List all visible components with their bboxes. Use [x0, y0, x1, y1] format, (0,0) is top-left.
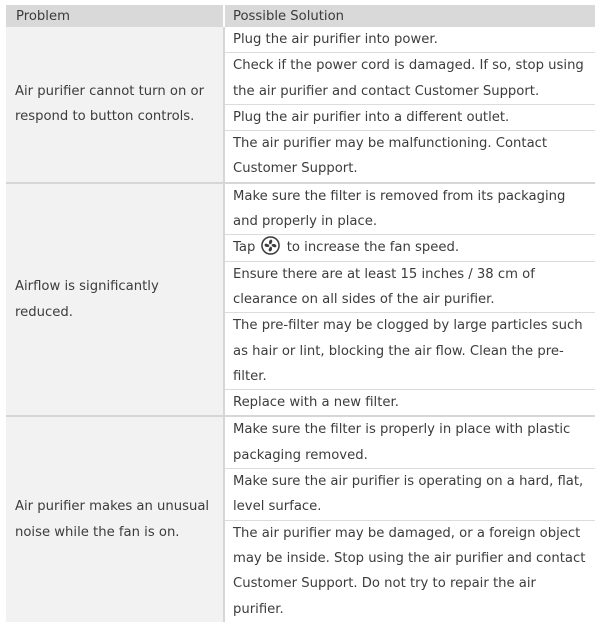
solution-cell: Make sure the air purifier is operating on a hard, flat, level surface.: [224, 469, 595, 521]
solution-cell: Make sure the filter is removed from its packaging and properly in place.: [224, 183, 595, 235]
solution-cell: The air purifier may be malfunctioning. Contact Customer Support.: [224, 131, 595, 183]
troubleshooting-table: [6, 5, 598, 622]
solution-cell-fan-speed: [224, 235, 595, 261]
solution-cell: Plug the air purifier into power.: [224, 27, 595, 53]
table-row: [6, 183, 595, 235]
solution-cell: The air purifier may be damaged, or a foreign object may be inside. Stop using the air purifier and contact Customer Support. Do not try to repair the air purifier.: [224, 520, 595, 622]
problem-cell: Air purifier cannot turn on or respond to button controls.: [6, 27, 224, 183]
table-row: [6, 416, 595, 468]
table-row: [6, 27, 595, 53]
solution-text-after-icon: to increase the fan speed.: [286, 240, 460, 256]
problem-cell: Air purifier makes an unusual noise while the fan is on.: [6, 416, 224, 621]
solution-cell: Plug the air purifier into a different outlet.: [224, 104, 595, 130]
fan-speed-icon: [261, 236, 280, 255]
solution-cell: Ensure there are at least 15 inches / 38 cm of clearance on all sides of the air purifier.: [224, 261, 595, 313]
solution-cell: Replace with a new filter.: [224, 390, 595, 417]
solution-cell: The pre-filter may be clogged by large particles such as hair or lint, blocking the air flow. Clean the pre-filter.: [224, 313, 595, 390]
solution-text-before-icon: Tap: [233, 240, 256, 256]
problem-header: Problem: [6, 5, 224, 27]
solution-cell: Make sure the filter is properly in place with plastic packaging removed.: [224, 416, 595, 468]
header-row: [6, 5, 595, 27]
solution-header: Possible Solution: [224, 5, 595, 27]
solution-cell: Check if the power cord is damaged. If so, stop using the air purifier and contact Customer Support.: [224, 53, 595, 105]
problem-cell: Airflow is significantly reduced.: [6, 183, 224, 417]
